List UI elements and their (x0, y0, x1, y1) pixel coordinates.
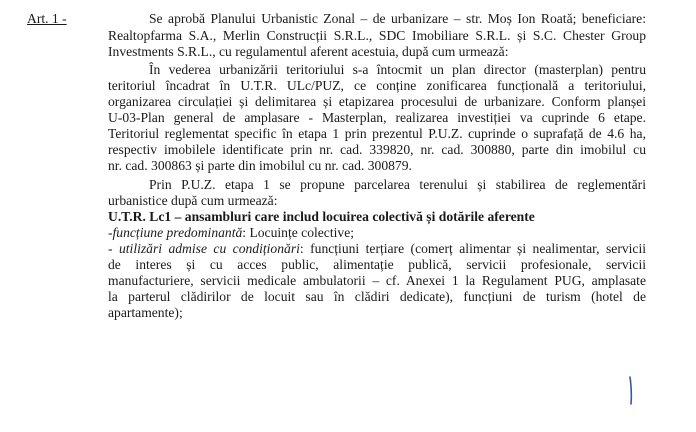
admise-line-5: apartamente); (108, 305, 183, 320)
para1-line-5: Teritoriul reglementat specific în etapa 1 prin prezentul P.U.Z. cuprinde o suprafață de 4.6 ha, (108, 126, 646, 141)
predominant-label: -funcțiune predominantă (108, 225, 243, 240)
para1-line-3: organizarea circulației și delimitarea și etapizarea procesului de urbanizare. Conform planșei (108, 94, 646, 109)
intro-line-2: Realtopfarma S.A., Merlin Construcții S.R.L., SDC Imobiliare S.R.L. și S.C. Chester Group (108, 28, 646, 43)
admise-line-4: la parterul clădirilor de locuit sau în clădiri dedicate), funcțiuni de turism (hotel de (108, 289, 646, 304)
para1-line-4: U-03-Plan general de amplasare - Masterplan, realizarea investiției va cuprinde 6 etape. (108, 110, 646, 125)
predominant-text: : Locuințe colective; (242, 225, 355, 240)
para1-line-7: nr. cad. 300863 și parte din imobilul cu nr. cad. 300879. (108, 158, 412, 173)
predominant-function (108, 225, 354, 241)
intro-line-3: Investments S.R.L., cu regulamentul aferent acestuia, după cum urmează: (108, 44, 509, 59)
utr-heading: U.T.R. Lc1 – ansambluri care includ locuirea colectivă și dotările aferente (108, 209, 535, 224)
intro-line-1: Se aprobă Planului Urbanistic Zonal – de urbanizare – str. Moș Ion Roată; beneficiare: (149, 11, 646, 26)
para2-line-1: Prin P.U.Z. etapa 1 se propune parcelarea terenului și stabilirea de reglementări (149, 177, 646, 192)
para1-line-2: teritoriul încadrat în U.T.R. ULc/PUZ, ce conține zonificarea funcțională a teritoriului, (108, 78, 646, 93)
para1-line-1: În vederea urbanizării teritoriului s-a întocmit un plan director (masterplan) pentru (149, 62, 646, 77)
admise-line-2: de interes și cu acces public, alimentație publică, servicii profesionale, servicii (108, 257, 646, 272)
para1-line-6: respectiv imobilele identificate prin nr. cad. 339820, nr. cad. 300880, parte din imobilul cu (108, 142, 646, 157)
admise-text-1: : funcțiuni terțiare (comerț alimentar și nealimentar, servicii (299, 241, 647, 256)
para2-line-2: urbanistice după cum urmează: (108, 193, 278, 208)
handwritten-mark (627, 376, 635, 406)
admise-line-3: manufacturiere, servicii medicale ambulatorii – cf. Anexei 1 la Regulament PUG, amplasate (108, 273, 646, 288)
article-label: Art. 1 - (27, 11, 67, 26)
admise-label: - utilizări admise cu condiționări (108, 241, 300, 256)
admise-line-1 (108, 241, 646, 257)
